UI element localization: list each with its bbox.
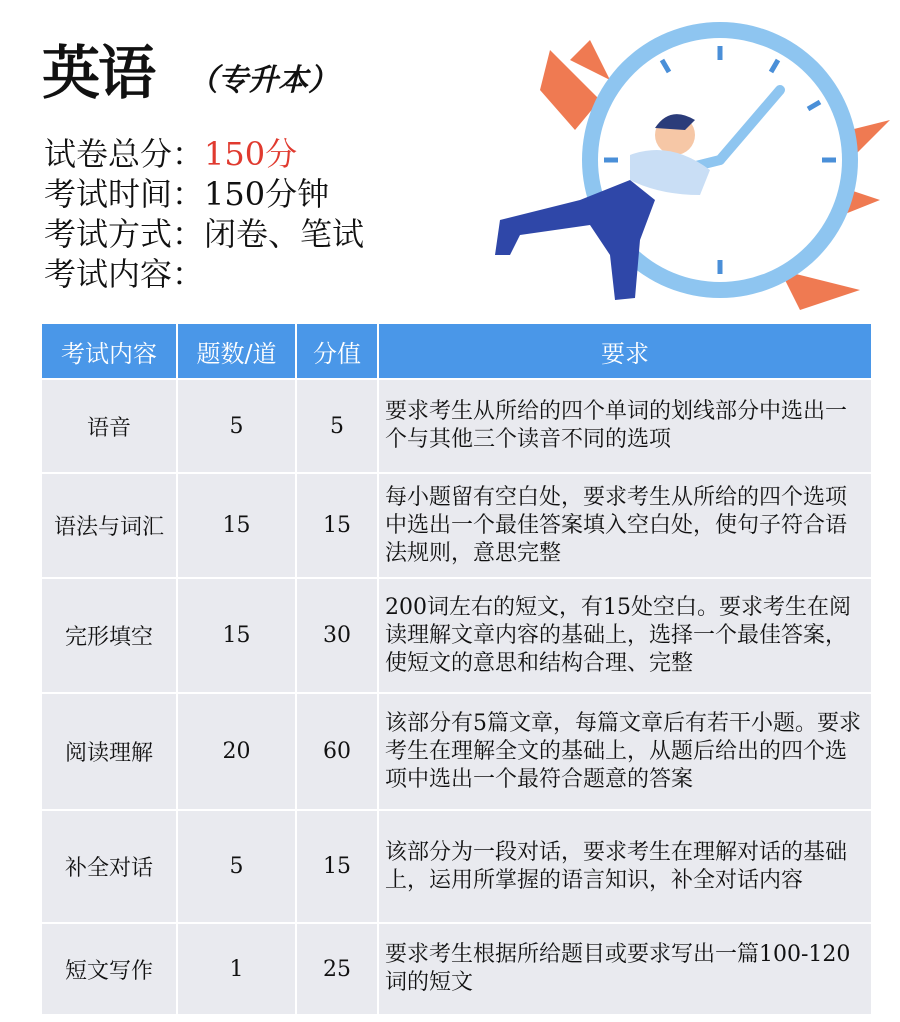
cell-score: 30 <box>297 579 377 692</box>
cell-score: 15 <box>297 474 377 577</box>
cell-count: 1 <box>178 924 295 1014</box>
cell-content: 短文写作 <box>42 924 176 1014</box>
table-row <box>42 579 871 692</box>
page-subtitle: （专升本） <box>188 63 338 98</box>
info-exam-method <box>44 214 364 254</box>
table-row <box>42 811 871 922</box>
cell-count: 15 <box>178 579 295 692</box>
cell-content: 完形填空 <box>42 579 176 692</box>
cell-content: 阅读理解 <box>42 694 176 809</box>
exam-content-table <box>40 322 873 1016</box>
cell-requirement: 要求考生从所给的四个单词的划线部分中选出一个与其他三个读音不同的选项 <box>379 380 871 472</box>
cell-count: 5 <box>178 380 295 472</box>
table-row <box>42 380 871 472</box>
header-score: 分值 <box>297 324 377 378</box>
header-requirement: 要求 <box>379 324 871 378</box>
cell-count: 20 <box>178 694 295 809</box>
cell-score: 60 <box>297 694 377 809</box>
table-row <box>42 694 871 809</box>
table-row <box>42 924 871 1014</box>
info-exam-time <box>44 174 329 214</box>
info-value: 闭卷、笔试 <box>204 215 365 253</box>
cell-requirement: 每小题留有空白处，要求考生从所给的四个选项中选出一个最佳答案填入空白处，使句子符合语法规则，意思完整 <box>379 474 871 577</box>
info-label: 试卷总分： <box>44 135 205 173</box>
info-value: 150分 <box>204 135 298 173</box>
cell-count: 15 <box>178 474 295 577</box>
cell-requirement: 200词左右的短文，有15处空白。要求考生在阅读理解文章内容的基础上，选择一个最佳答案，使短文的意思和结构合理、完整 <box>379 579 871 692</box>
cell-content: 补全对话 <box>42 811 176 922</box>
info-exam-content <box>44 254 204 294</box>
cell-requirement: 该部分为一段对话，要求考生在理解对话的基础上，运用所掌握的语言知识，补全对话内容 <box>379 811 871 922</box>
cell-score: 15 <box>297 811 377 922</box>
info-total-score <box>44 134 297 174</box>
header-count: 题数/道 <box>178 324 295 378</box>
cell-content: 语法与词汇 <box>42 474 176 577</box>
cell-score: 25 <box>297 924 377 1014</box>
header-content: 考试内容 <box>42 324 176 378</box>
info-value: 150分钟 <box>204 175 330 213</box>
cell-count: 5 <box>178 811 295 922</box>
cell-content: 语音 <box>42 380 176 472</box>
cell-requirement: 要求考生根据所给题目或要求写出一篇100-120词的短文 <box>379 924 871 1014</box>
running-man-clock-illustration <box>480 20 900 320</box>
info-label: 考试内容： <box>44 255 205 293</box>
info-label: 考试时间： <box>44 175 205 213</box>
table-row <box>42 474 871 577</box>
info-label: 考试方式： <box>44 215 205 253</box>
cell-score: 5 <box>297 380 377 472</box>
page-title: 英语 <box>42 39 155 107</box>
cell-requirement: 该部分有5篇文章，每篇文章后有若干小题。要求考生在理解全文的基础上，从题后给出的四个选项中选出一个最符合题意的答案 <box>379 694 871 809</box>
table-header-row <box>42 324 871 378</box>
